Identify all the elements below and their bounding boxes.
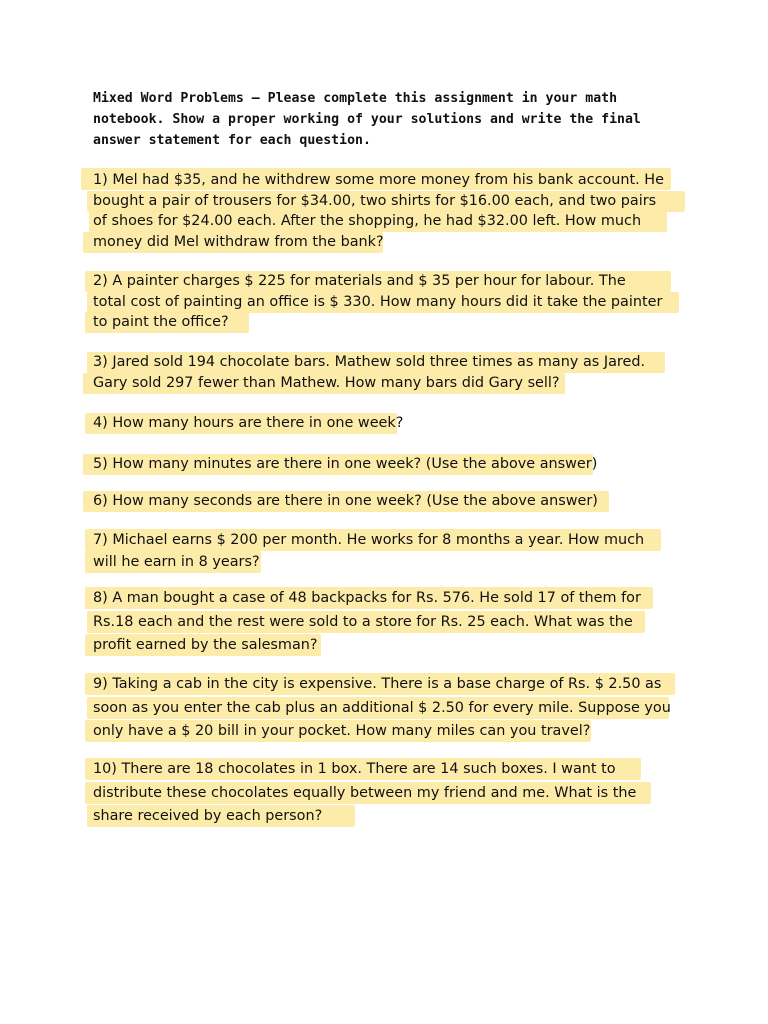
- header-line: Mixed Word Problems – Please complete this assignment in your math: [93, 91, 618, 106]
- question-line: money did Mel withdraw from the bank?: [93, 232, 664, 253]
- question-10: [93, 758, 636, 829]
- question-line: 6) How many seconds are there in one week? (Use the above answer): [93, 491, 598, 512]
- question-line: Rs.18 each and the rest were sold to a store for Rs. 25 each. What was the: [93, 611, 641, 635]
- question-line: only have a $ 20 bill in your pocket. How many miles can you travel?: [93, 720, 671, 744]
- question-2: [93, 271, 662, 333]
- instructions-header: [93, 88, 653, 151]
- question-line: 9) Taking a cab in the city is expensive. There is a base charge of Rs. $ 2.50 as: [93, 673, 671, 697]
- question-line: 7) Michael earns $ 200 per month. He works for 8 months a year. How much: [93, 529, 644, 551]
- question-line: 3) Jared sold 194 chocolate bars. Mathew sold three times as many as Jared.: [93, 352, 645, 373]
- question-line: to paint the office?: [93, 312, 662, 333]
- question-line: 2) A painter charges $ 225 for materials and $ 35 per hour for labour. The: [93, 271, 662, 292]
- question-line: 1) Mel had $35, and he withdrew some more money from his bank account. He: [93, 170, 664, 191]
- question-line: of shoes for $24.00 each. After the shopping, he had $32.00 left. How much: [93, 211, 664, 232]
- header-line: answer statement for each question.: [93, 133, 371, 148]
- question-line: 8) A man bought a case of 48 backpacks for Rs. 576. He sold 17 of them for: [93, 587, 641, 611]
- question-9: [93, 673, 671, 744]
- question-line: bought a pair of trousers for $34.00, two shirts for $16.00 each, and two pairs: [93, 191, 664, 212]
- question-line: will he earn in 8 years?: [93, 551, 644, 573]
- question-8: [93, 587, 641, 658]
- question-line: Gary sold 297 fewer than Mathew. How many bars did Gary sell?: [93, 373, 645, 394]
- question-7: [93, 529, 644, 573]
- question-line: 10) There are 18 chocolates in 1 box. There are 14 such boxes. I want to: [93, 758, 636, 782]
- question-line: 5) How many minutes are there in one week? (Use the above answer): [93, 454, 597, 475]
- question-6: [93, 491, 598, 512]
- question-1: [93, 170, 664, 252]
- question-4: [93, 413, 403, 434]
- header-line: notebook. Show a proper working of your solutions and write the final: [93, 112, 641, 127]
- question-3: [93, 352, 645, 393]
- question-line: profit earned by the salesman?: [93, 634, 641, 658]
- question-line: 4) How many hours are there in one week?: [93, 413, 403, 434]
- question-line: distribute these chocolates equally between my friend and me. What is the: [93, 782, 636, 806]
- question-line: soon as you enter the cab plus an additional $ 2.50 for every mile. Suppose you: [93, 697, 671, 721]
- question-line: total cost of painting an office is $ 330. How many hours did it take the painter: [93, 292, 662, 313]
- question-5: [93, 454, 597, 475]
- question-line: share received by each person?: [93, 805, 636, 829]
